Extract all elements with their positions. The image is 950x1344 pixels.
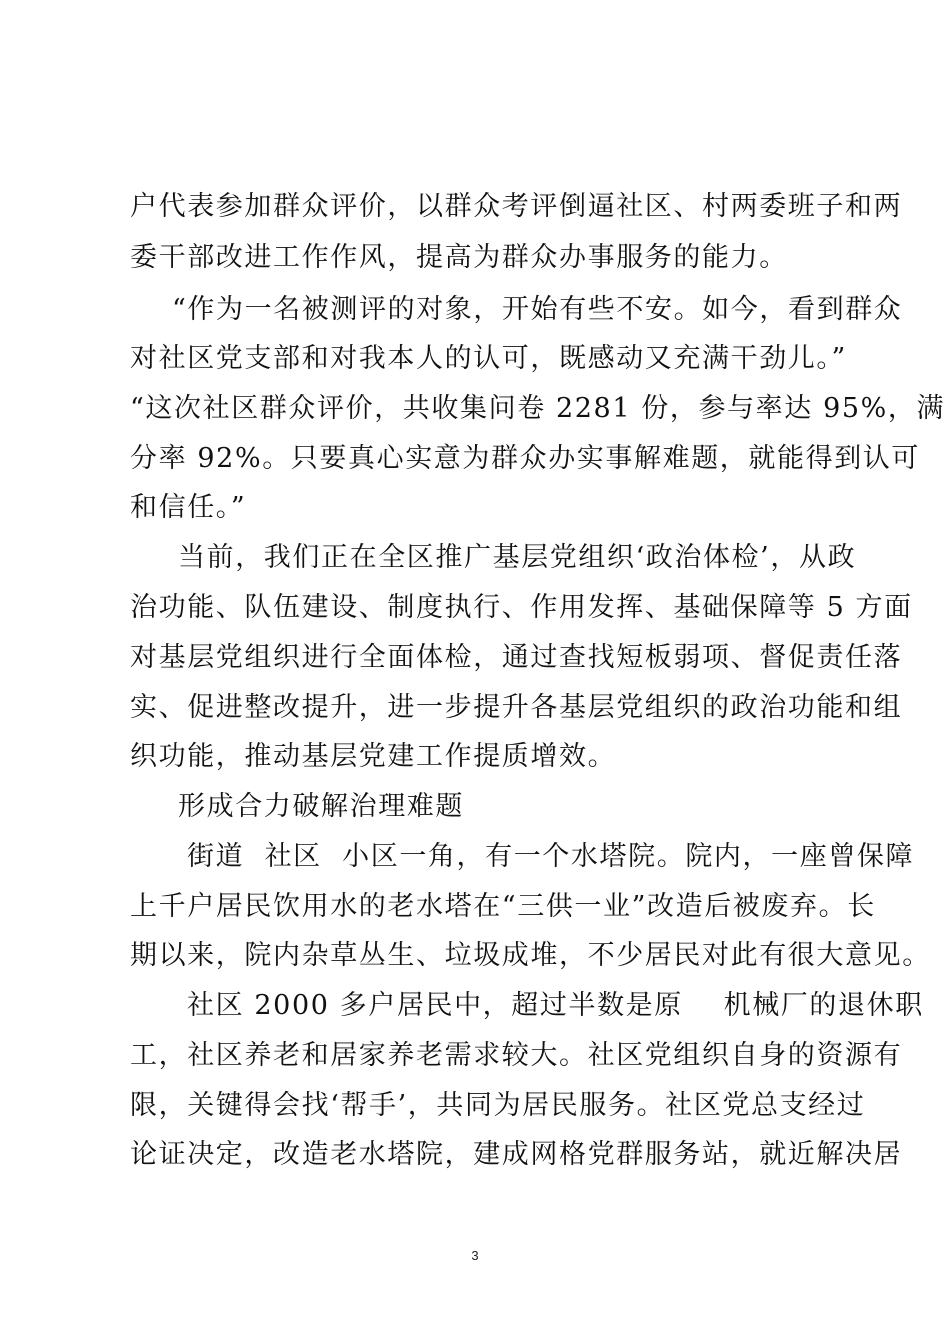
text-line: 论证决定，改造老水塔院，建成网格党群服务站，就近解决居 bbox=[130, 1139, 903, 1170]
text-line: 街道 社区 小区一角，有一个水塔院。院内，一座曾保障 bbox=[187, 841, 915, 872]
text-line: 织功能，推动基层党建工作提质增效。 bbox=[130, 741, 617, 772]
text-line: 治功能、队伍建设、制度执行、作用发挥、基础保障等 5 方面 bbox=[130, 592, 913, 623]
text-line: 对基层党组织进行全面体检，通过查找短板弱项、督促责任落 bbox=[130, 642, 903, 673]
text-line: 上千户居民饮用水的老水塔在“三供一业”改造后被废弃。长 bbox=[130, 891, 876, 922]
text-line: 委干部改进工作作风，提高为群众办事服务的能力。 bbox=[130, 242, 788, 273]
text-line: “作为一名被测评的对象，开始有些不安。如今，看到群众 bbox=[172, 294, 903, 325]
text-line: 期以来，院内杂草丛生、垃圾成堆，不少居民对此有很大意见。 bbox=[130, 940, 931, 971]
text-line: 工，社区养老和居家养老需求较大。社区党组织自身的资源有 bbox=[130, 1040, 903, 1071]
text-line: 当前，我们正在全区推广基层党组织‘政治体检’，从政 bbox=[178, 542, 857, 573]
text-line: 社区 2000 多户居民中，超过半数是原 机械厂的退休职 bbox=[187, 990, 924, 1021]
text-line: 户代表参加群众评价，以群众考评倒逼社区、村两委班子和两 bbox=[130, 191, 903, 222]
text-line: “这次社区群众评价，共收集问卷 2281 份，参与率达 95%，满 bbox=[130, 393, 946, 424]
page-number: 3 bbox=[471, 1248, 479, 1263]
text-line: 和信任。” bbox=[130, 492, 247, 523]
text-line: 限，关键得会找‘帮手’，共同为居民服务。社区党总支经过 bbox=[130, 1090, 866, 1121]
text-line: 分率 92%。只要真心实意为群众办实事解难题，就能得到认可 bbox=[130, 443, 920, 474]
text-line: 实、促进整改提升，进一步提升各基层党组织的政治功能和组 bbox=[130, 692, 903, 723]
section-heading: 形成合力破解治理难题 bbox=[178, 791, 464, 822]
text-line: 对社区党支部和对我本人的认可，既感动又充满干劲儿。” bbox=[130, 343, 847, 374]
